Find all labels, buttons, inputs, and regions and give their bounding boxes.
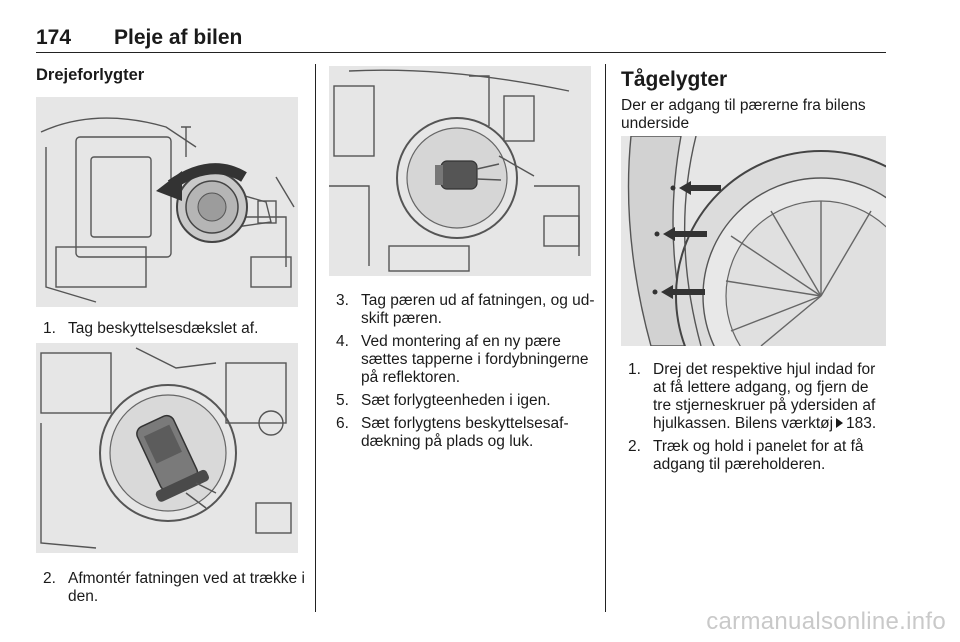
list-item xyxy=(628,438,888,474)
figure-bulb-replacement xyxy=(329,66,591,276)
figure-protective-cover xyxy=(36,97,298,307)
step-number: 1. xyxy=(43,320,56,337)
steps-list-right xyxy=(628,361,888,479)
step-number: 2. xyxy=(628,438,641,455)
section-intro: Der er adgang til pærerne fra bilens underside xyxy=(621,97,866,132)
step-text: Ved montering af en ny pære sættes tapperne i fordybningerne på reflektoren. xyxy=(361,333,589,386)
step-text: Tag pæren ud af fatningen, og udskift pæren. xyxy=(361,292,595,327)
step-text: Sæt forlygtens beskyttelsesafdækning på plads og luk. xyxy=(361,415,569,450)
watermark: carmanualsonline.info xyxy=(706,608,946,635)
chapter-title: Pleje af bilen xyxy=(114,26,243,49)
section-title-fog-lights: Tågelygter xyxy=(621,68,728,91)
step-text: Afmontér fatningen ved at trække i den. xyxy=(68,570,305,605)
steps-list-left-bottom xyxy=(43,570,305,611)
list-item xyxy=(336,392,596,410)
step-text: Træk og hold i panelet for at få adgang til pæreholderen. xyxy=(653,438,864,473)
step-text: Drej det respektive hjul indad for at få lettere adgang, og fjern de tre stjerneskruer på ydersiden af hjulkassen. Bilens værktøj xyxy=(653,361,876,432)
step-text: Tag beskyttelsesdækslet af. xyxy=(68,320,259,337)
section-title-cornering-lights: Drejeforlygter xyxy=(36,66,145,84)
list-item xyxy=(336,292,596,328)
step-number: 3. xyxy=(336,292,349,309)
list-item xyxy=(43,570,305,606)
step-number: 4. xyxy=(336,333,349,350)
list-item xyxy=(628,361,888,433)
step-text: Sæt forlygteenheden i igen. xyxy=(361,392,551,409)
figure-bulb-socket-removal xyxy=(36,343,298,553)
page-number: 174 xyxy=(36,26,72,49)
figure-wheel-housing-screws xyxy=(621,136,886,346)
list-item xyxy=(43,320,303,338)
step-number: 1. xyxy=(628,361,641,378)
page-header xyxy=(36,26,886,52)
step-number: 5. xyxy=(336,392,349,409)
page-reference: 183. xyxy=(846,415,877,432)
header-rule xyxy=(36,52,886,53)
steps-list-left-top xyxy=(43,320,303,343)
step-number: 2. xyxy=(43,570,56,587)
column-divider-left xyxy=(315,64,316,612)
list-item xyxy=(336,333,596,387)
column-divider-right xyxy=(605,64,606,612)
page-reference-icon xyxy=(836,418,843,428)
steps-list-middle xyxy=(336,292,596,456)
step-number: 6. xyxy=(336,415,349,432)
list-item xyxy=(336,415,596,451)
